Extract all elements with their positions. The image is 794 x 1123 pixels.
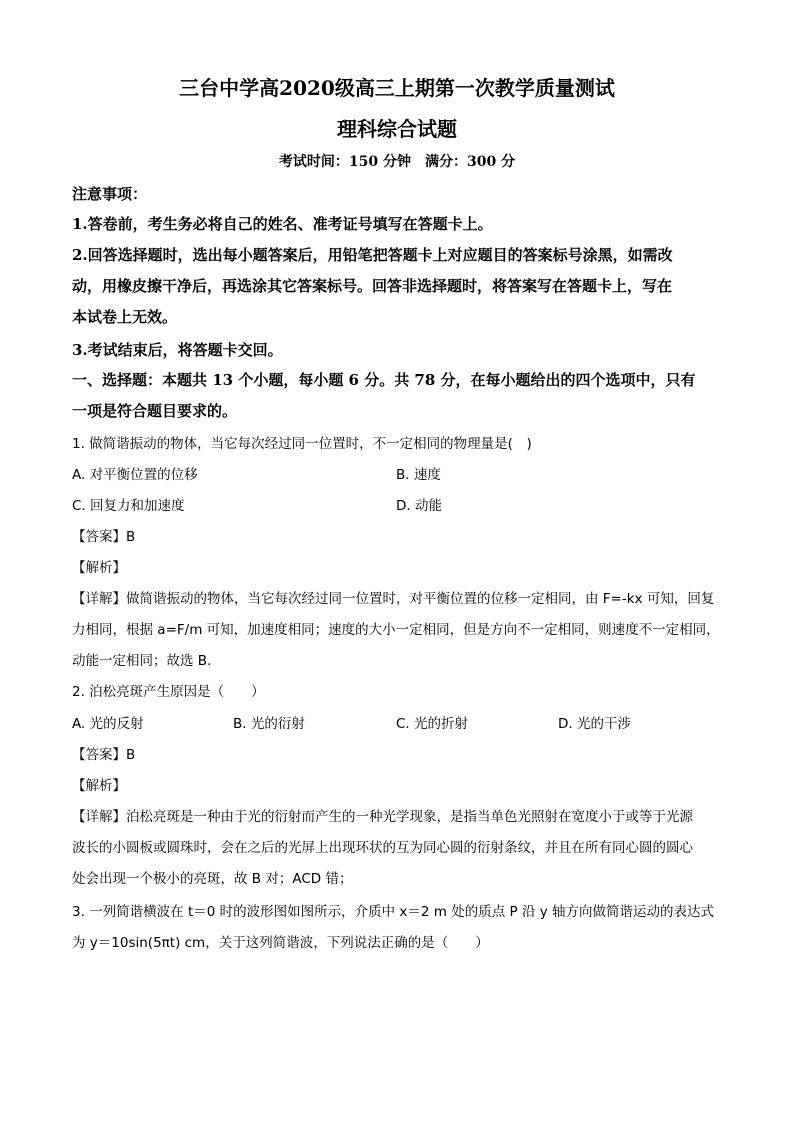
- note-item-2-line-3: 本试卷上无效。: [72, 308, 178, 326]
- note-item-2-line-2: 动，用橡皮擦干净后，再选涂其它答案标号。回答非选择题时，将答案写在答题卡上，写在: [72, 277, 673, 295]
- page-subtitle: 理科综合试题: [337, 117, 457, 141]
- page-title: 三台中学高2020级高三上期第一次教学质量测试: [179, 76, 615, 100]
- question-1-option-a: A. 对平衡位置的位移: [72, 467, 198, 483]
- question-1-detail-line-1: 【详解】做简谐振动的物体，当它每次经过同一位置时，对平衡位置的位移一定相同，由 F=-kx 可知，回复: [72, 591, 715, 607]
- question-2-option-b: B. 光的衍射: [233, 716, 305, 732]
- question-1-option-d: D. 动能: [396, 498, 442, 514]
- question-2-detail-line-1: 【详解】泊松亮斑是一种由于光的衍射而产生的一种光学现象，是指当单色光照射在宽度小于或等于光源: [72, 809, 693, 825]
- note-item-3: 3.考试结束后，将答题卡交回。: [72, 341, 283, 359]
- question-1-option-c: C. 回复力和加速度: [72, 498, 185, 514]
- section-heading-line-2: 一项是符合题目要求的。: [72, 402, 238, 420]
- question-1-analysis-label: 【解析】: [72, 560, 126, 576]
- question-2-stem: 2. 泊松亮斑产生原因是（ ）: [72, 684, 265, 700]
- question-2-option-c: C. 光的折射: [396, 716, 469, 732]
- question-2-option-d: D. 光的干涉: [558, 716, 631, 732]
- question-2-detail-line-3: 处会出现一个极小的亮斑，故 B 对；ACD 错；: [72, 871, 353, 887]
- exam-meta: 考试时间：150 分钟 满分：300 分: [278, 154, 516, 170]
- question-3-stem-line-1: 3. 一列简谐横波在 t＝0 时的波形图如图所示，介质中 x＝2 m 处的质点 P 沿 y 轴方向做简谐运动的表达式: [72, 904, 715, 920]
- question-2-answer: 【答案】B: [72, 747, 136, 763]
- question-1-answer: 【答案】B: [72, 529, 136, 545]
- question-1-detail-line-2: 力相同，根据 a=F/m 可知，加速度相同；速度的大小一定相同，但是方向不一定相同，则速度不一定相同，: [72, 622, 720, 638]
- note-item-2-line-1: 2.回答选择题时，选出每小题答案后，用铅笔把答题卡上对应题目的答案标号涂黑，如需改: [72, 246, 673, 264]
- question-2-detail-line-2: 波长的小圆板或圆珠时，会在之后的光屏上出现环状的互为同心圆的衍射条纹，并且在所有同心圆的圆心: [72, 840, 693, 856]
- question-1-stem: 1. 做简谐振动的物体，当它每次经过同一位置时，不一定相同的物理量是( ): [72, 436, 532, 452]
- question-1-option-b: B. 速度: [396, 467, 441, 483]
- note-item-1: 1.答卷前，考生务必将自己的姓名、准考证号填写在答题卡上。: [72, 215, 493, 233]
- section-heading-line-1: 一、选择题：本题共 13 个小题，每小题 6 分。共 78 分，在每小题给出的四个选项中，只有: [72, 371, 696, 389]
- question-1-detail-line-3: 动能一定相同；故选 B.: [72, 653, 212, 669]
- question-3-stem-line-2: 为 y＝10sin(5πt) cm，关于这列简谐波，下列说法正确的是（ ）: [72, 935, 489, 951]
- question-2-option-a: A. 光的反射: [72, 716, 144, 732]
- notes-heading: 注意事项：: [72, 185, 148, 203]
- question-2-analysis-label: 【解析】: [72, 778, 126, 794]
